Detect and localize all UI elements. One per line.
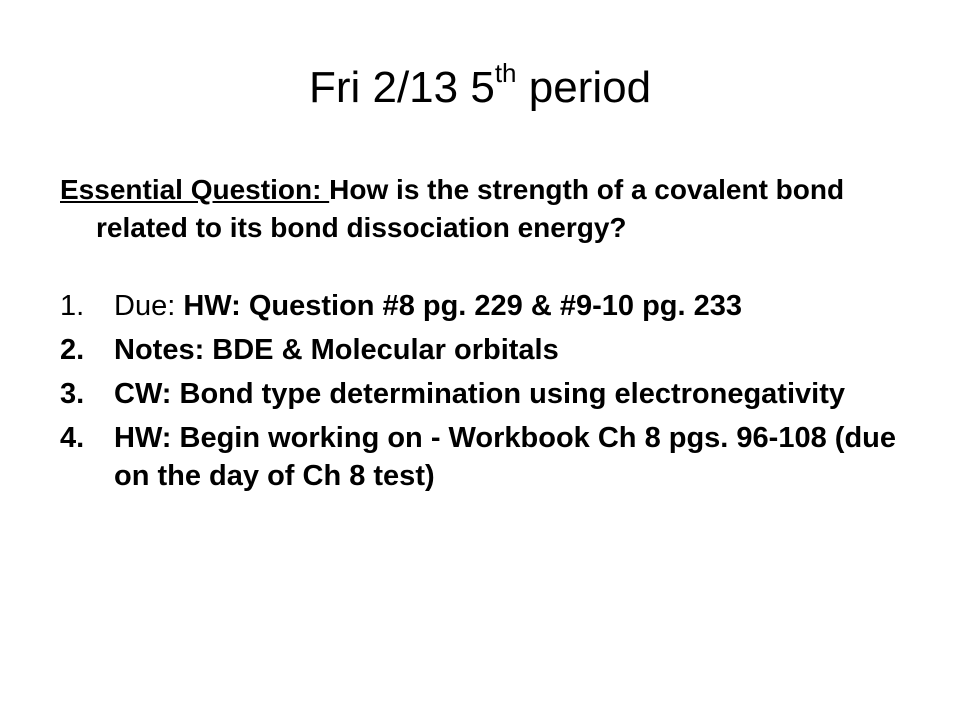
- agenda-text: [114, 287, 900, 325]
- essential-question-label: Essential Question:: [60, 174, 330, 205]
- title-rest: period: [516, 63, 652, 112]
- agenda-item-2: [60, 331, 900, 369]
- agenda-prefix: Due:: [114, 290, 184, 322]
- title-superscript: th: [494, 58, 517, 88]
- agenda-body: CW: Bond type determination using electronegativity: [114, 378, 845, 410]
- agenda-body: Notes: BDE & Molecular orbitals: [114, 334, 559, 366]
- agenda-number: 4.: [60, 422, 85, 454]
- essential-question: [60, 171, 900, 247]
- agenda-item-4: [60, 419, 900, 495]
- essential-question-text: How is the strength of a covalent bond related to its bond dissociation energy?: [96, 174, 845, 243]
- slide-title: [60, 58, 900, 115]
- agenda-list: [60, 287, 900, 495]
- agenda-item-3: [60, 375, 900, 413]
- slide-content: [60, 171, 900, 501]
- agenda-number: 2.: [60, 334, 85, 366]
- agenda-number: 1.: [60, 290, 85, 322]
- agenda-number: 3.: [60, 378, 85, 410]
- agenda-body: HW: Question #8 pg. 229 & #9-10 pg. 233: [183, 290, 743, 322]
- title-main: Fri 2/13 5: [308, 63, 495, 112]
- agenda-item-1: [60, 287, 900, 325]
- agenda-body: HW: Begin working on - Workbook Ch 8 pgs. 96-108 (due on the day of Ch 8 test): [114, 422, 896, 492]
